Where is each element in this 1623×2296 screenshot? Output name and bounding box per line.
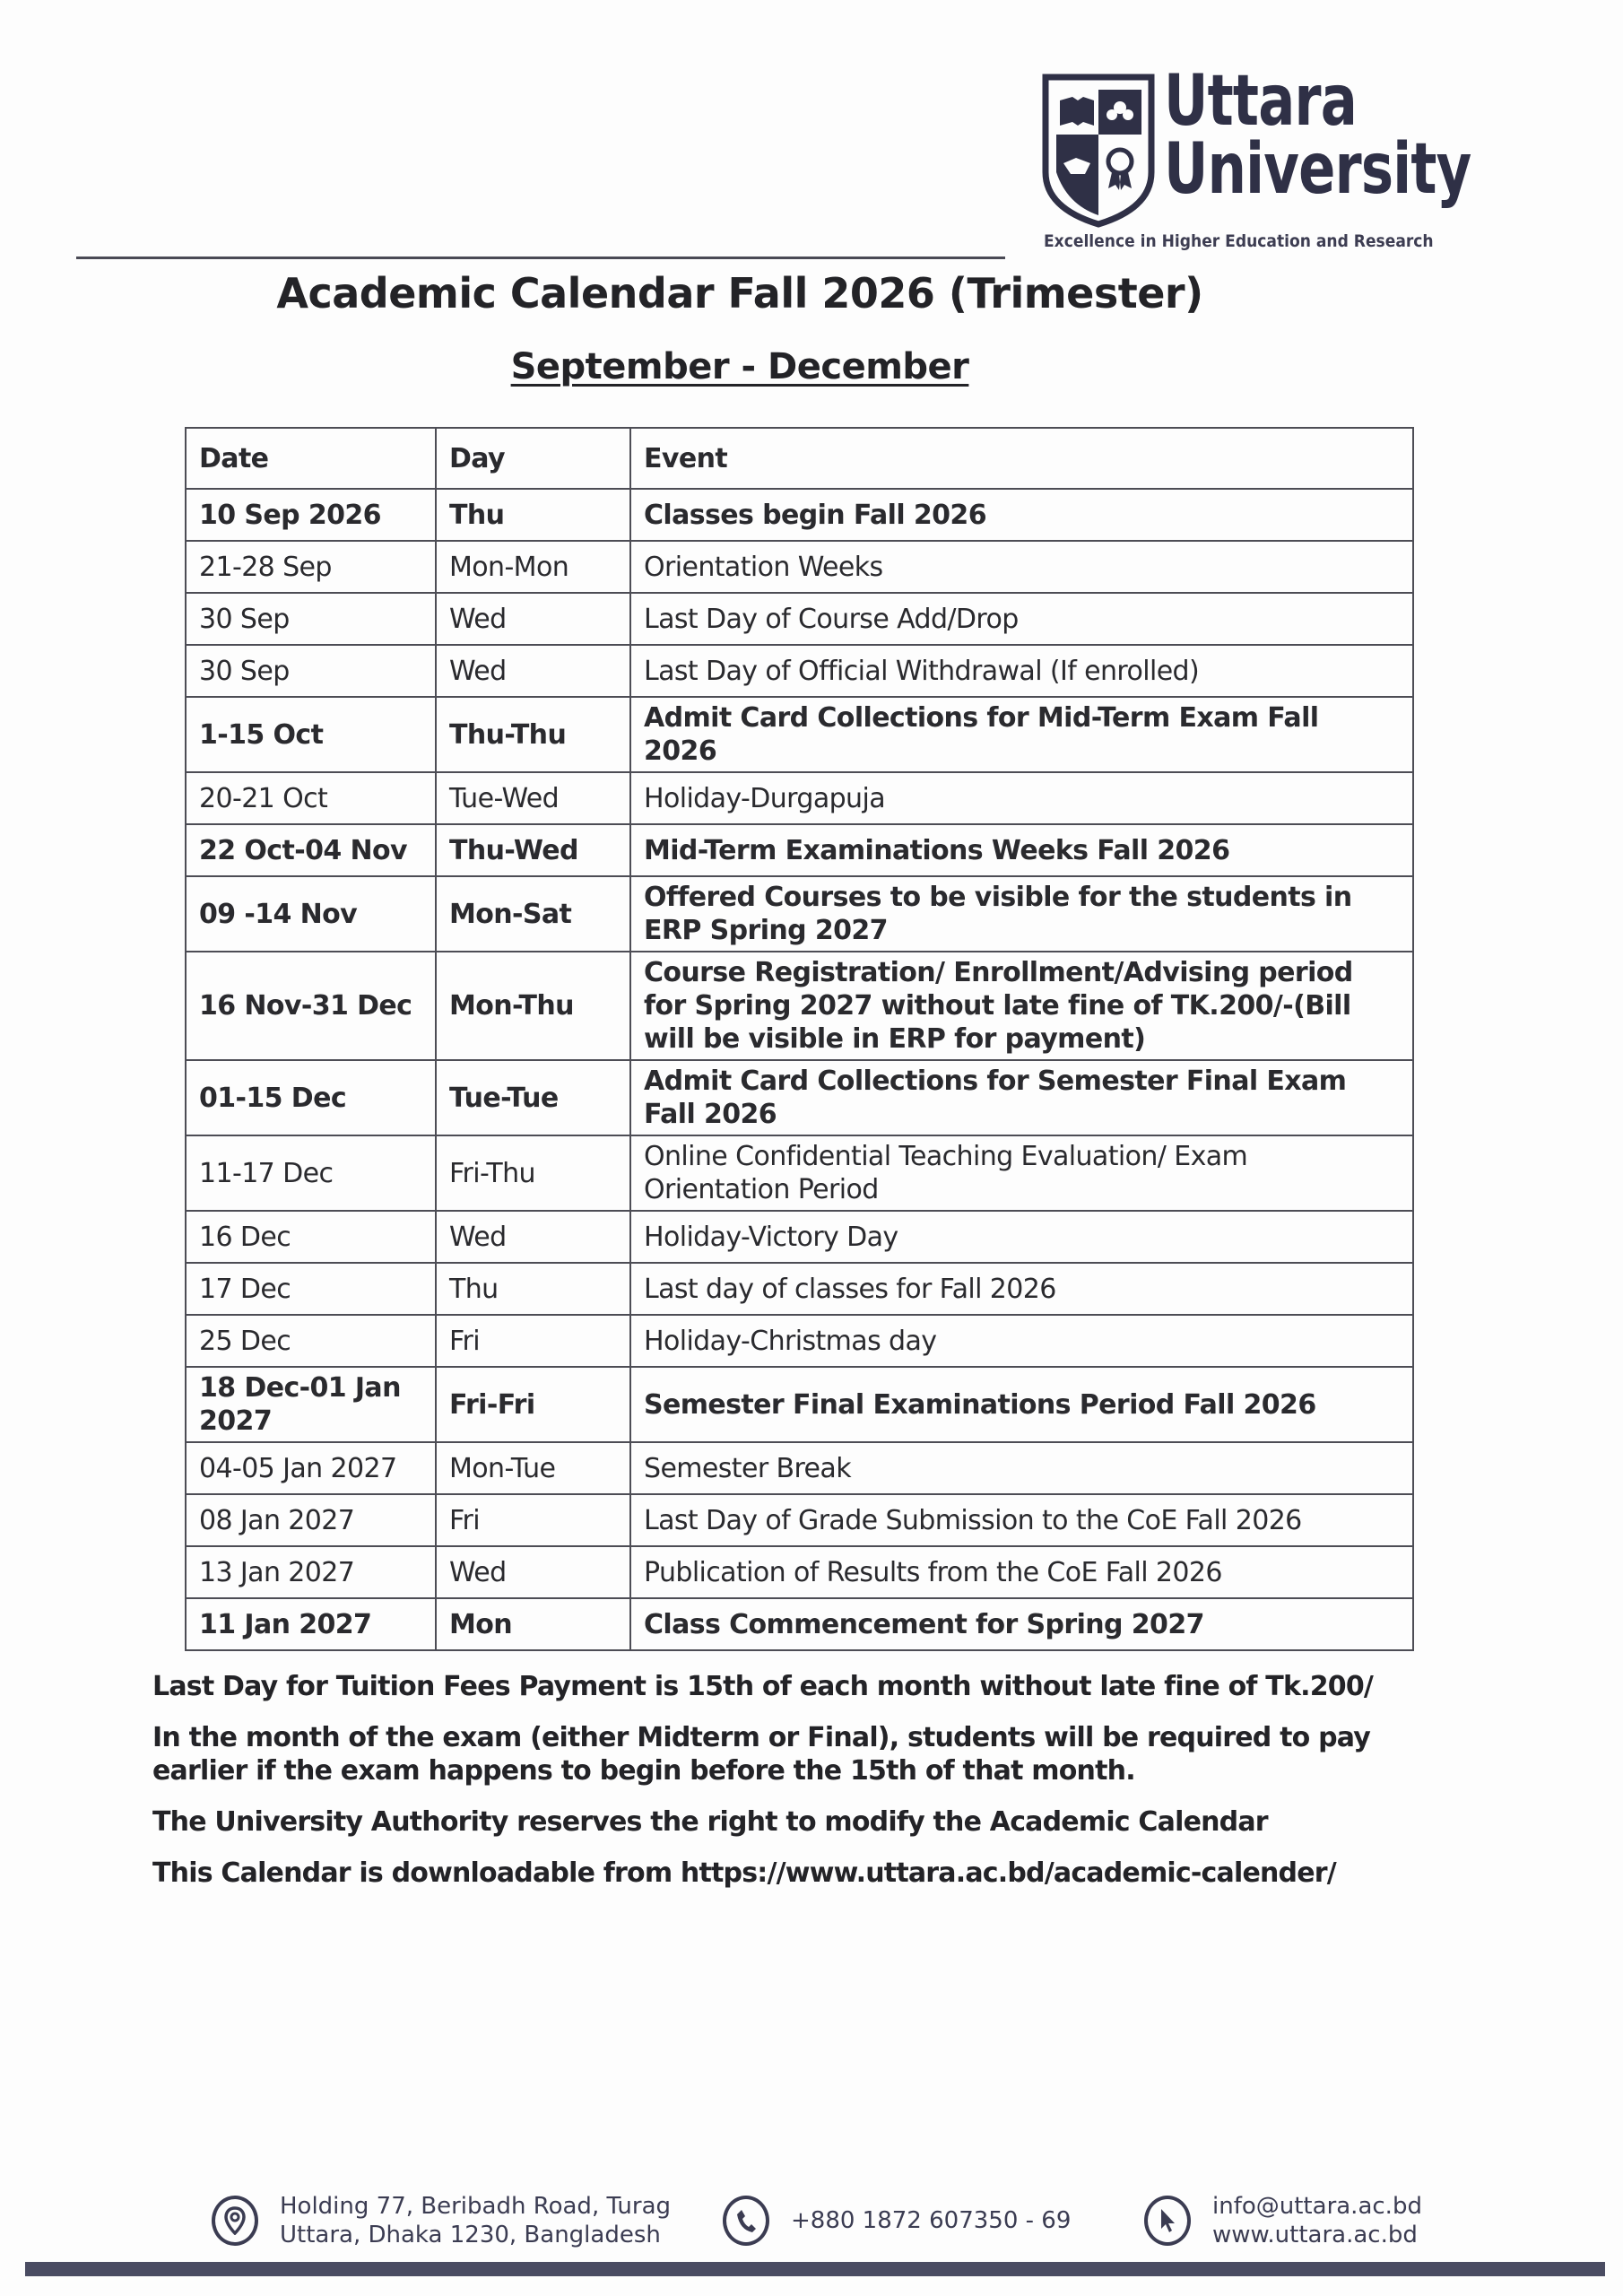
- table-row: [186, 1263, 1413, 1315]
- cursor-pointer-icon: [1144, 2196, 1191, 2246]
- logo-text-uttara: Uttara: [1164, 61, 1358, 142]
- shield-crest-icon: [1040, 74, 1157, 228]
- cell-event: Mid-Term Examinations Weeks Fall 2026: [630, 824, 1413, 876]
- cell-event: Semester Final Examinations Period Fall 2026: [630, 1367, 1413, 1442]
- table-row: [186, 876, 1413, 952]
- cell-date: 13 Jan 2027: [186, 1546, 436, 1598]
- cell-day: Thu-Wed: [436, 824, 630, 876]
- table-row: [186, 1315, 1413, 1367]
- table-row: [186, 1367, 1413, 1442]
- cell-date: 16 Dec: [186, 1211, 436, 1263]
- cell-event: Classes begin Fall 2026: [630, 489, 1413, 541]
- logo-tagline: Excellence in Higher Education and Research: [1044, 231, 1434, 251]
- cell-day: Thu: [436, 489, 630, 541]
- website-link[interactable]: www.uttara.ac.bd: [1212, 2222, 1418, 2248]
- university-logo: [1040, 61, 1471, 253]
- cell-day: Tue-Tue: [436, 1060, 630, 1135]
- table-row: [186, 952, 1413, 1060]
- cell-event: Online Confidential Teaching Evaluation/ Exam Orientation Period: [630, 1135, 1413, 1211]
- cell-day: Mon-Mon: [436, 541, 630, 593]
- table-row: [186, 1211, 1413, 1263]
- cell-event: Last Day of Grade Submission to the CoE Fall 2026: [630, 1494, 1413, 1546]
- cell-day: Tue-Wed: [436, 772, 630, 824]
- footer-bar: [25, 2262, 1605, 2276]
- cell-event: Holiday-Christmas day: [630, 1315, 1413, 1367]
- column-header-day: Day: [436, 428, 630, 489]
- table-row: [186, 1060, 1413, 1135]
- note-download-link: This Calendar is downloadable from https://www.uttara.ac.bd/academic-calender/: [152, 1857, 1336, 1889]
- table-header-row: [186, 428, 1413, 489]
- cell-event: Offered Courses to be visible for the students in ERP Spring 2027: [630, 876, 1413, 952]
- note-right-to-modify: The University Authority reserves the right to modify the Academic Calendar: [152, 1806, 1268, 1838]
- table-row: [186, 1598, 1413, 1650]
- address-line-1: Holding 77, Beribadh Road, Turag: [280, 2193, 672, 2220]
- cell-date: 18 Dec-01 Jan 2027: [186, 1367, 436, 1442]
- cell-event: Semester Break: [630, 1442, 1413, 1494]
- cell-date: 01-15 Dec: [186, 1060, 436, 1135]
- cell-date: 1-15 Oct: [186, 697, 436, 772]
- footer-contact: [212, 2185, 1422, 2257]
- note-exam-month-payment: In the month of the exam (either Midterm or Final), students will be required to pay earlier if the exam happens to begin before the 15th of that month.: [152, 1722, 1371, 1787]
- cell-day: Fri: [436, 1494, 630, 1546]
- cell-date: 30 Sep: [186, 593, 436, 645]
- cell-day: Mon-Thu: [436, 952, 630, 1060]
- cell-date: 16 Nov-31 Dec: [186, 952, 436, 1060]
- cell-date: 10 Sep 2026: [186, 489, 436, 541]
- table-row: [186, 697, 1413, 772]
- cell-day: Fri-Fri: [436, 1367, 630, 1442]
- cell-event: Course Registration/ Enrollment/Advising period for Spring 2027 without late fine of TK.200/-(Bill will be visible in ERP for payment): [630, 952, 1413, 1060]
- cell-date: 21-28 Sep: [186, 541, 436, 593]
- cell-event: Last day of classes for Fall 2026: [630, 1263, 1413, 1315]
- table-row: [186, 645, 1413, 697]
- cell-date: 09 -14 Nov: [186, 876, 436, 952]
- cell-day: Mon-Tue: [436, 1442, 630, 1494]
- logo-text-university: University: [1164, 129, 1471, 210]
- cell-day: Wed: [436, 593, 630, 645]
- table-row: [186, 541, 1413, 593]
- cell-event: Admit Card Collections for Mid-Term Exam Fall 2026: [630, 697, 1413, 772]
- note-tuition-deadline: Last Day for Tuition Fees Payment is 15th of each month without late fine of Tk.200/: [152, 1671, 1374, 1702]
- phone-icon: [723, 2196, 769, 2246]
- cell-day: Thu-Thu: [436, 697, 630, 772]
- notes-section: [152, 1670, 1444, 1908]
- table-row: [186, 1494, 1413, 1546]
- academic-calendar-table: [185, 427, 1414, 1651]
- cell-date: 17 Dec: [186, 1263, 436, 1315]
- cell-day: Mon-Sat: [436, 876, 630, 952]
- cell-day: Wed: [436, 1211, 630, 1263]
- footer-web: [1144, 2185, 1422, 2257]
- cell-date: 30 Sep: [186, 645, 436, 697]
- cell-event: Last Day of Official Withdrawal (If enrolled): [630, 645, 1413, 697]
- cell-day: Thu: [436, 1263, 630, 1315]
- award-medal-icon: [1108, 150, 1132, 190]
- cell-date: 22 Oct-04 Nov: [186, 824, 436, 876]
- page-title: Academic Calendar Fall 2026 (Trimester): [276, 269, 1203, 317]
- column-header-date: Date: [186, 428, 436, 489]
- book-icon: [1060, 97, 1094, 126]
- cell-date: 11 Jan 2027: [186, 1598, 436, 1650]
- table-row: [186, 593, 1413, 645]
- table-row: [186, 772, 1413, 824]
- table-row: [186, 824, 1413, 876]
- footer-phone: [723, 2185, 1071, 2257]
- cell-date: 08 Jan 2027: [186, 1494, 436, 1546]
- header-divider: [76, 257, 1005, 259]
- phone-number: +880 1872 607350 - 69: [791, 2207, 1072, 2234]
- email-link[interactable]: info@uttara.ac.bd: [1212, 2193, 1422, 2220]
- cell-date: 20-21 Oct: [186, 772, 436, 824]
- cell-day: Wed: [436, 1546, 630, 1598]
- cell-event: Last Day of Course Add/Drop: [630, 593, 1413, 645]
- cell-day: Fri-Thu: [436, 1135, 630, 1211]
- column-header-event: Event: [630, 428, 1413, 489]
- page-subtitle: September - December: [510, 346, 969, 387]
- table-row: [186, 489, 1413, 541]
- cell-day: Wed: [436, 645, 630, 697]
- cell-event: Admit Card Collections for Semester Final Exam Fall 2026: [630, 1060, 1413, 1135]
- location-pin-icon: [212, 2196, 258, 2246]
- cell-event: Holiday-Durgapuja: [630, 772, 1413, 824]
- table-row: [186, 1546, 1413, 1598]
- table-row: [186, 1135, 1413, 1211]
- cell-event: Orientation Weeks: [630, 541, 1413, 593]
- cell-day: Mon: [436, 1598, 630, 1650]
- cell-date: 11-17 Dec: [186, 1135, 436, 1211]
- cell-event: Holiday-Victory Day: [630, 1211, 1413, 1263]
- cell-date: 04-05 Jan 2027: [186, 1442, 436, 1494]
- cell-event: Publication of Results from the CoE Fall 2026: [630, 1546, 1413, 1598]
- table-row: [186, 1442, 1413, 1494]
- cell-event: Class Commencement for Spring 2027: [630, 1598, 1413, 1650]
- cell-date: 25 Dec: [186, 1315, 436, 1367]
- cell-day: Fri: [436, 1315, 630, 1367]
- footer-address: [212, 2185, 671, 2257]
- address-line-2: Uttara, Dhaka 1230, Bangladesh: [280, 2222, 661, 2248]
